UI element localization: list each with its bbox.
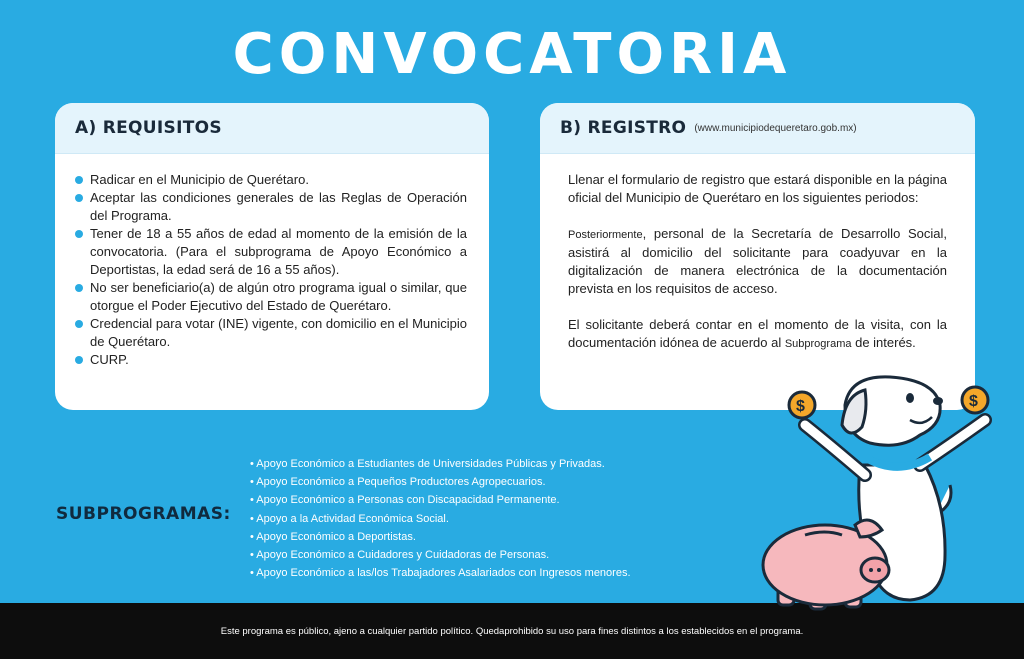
- subprograma-item: • Apoyo Económico a Estudiantes de Universidades Públicas y Privadas.: [250, 458, 605, 470]
- registro-paragraph-3-text-a: El solicitante deberá contar en el momento de la visita, con la documentación idónea de acuerdo al: [568, 317, 947, 350]
- requisito-item: No ser beneficiario(a) de algún otro programa igual o similar, que otorgue el Poder Ejecutivo del Estado de Querétaro.: [75, 279, 467, 315]
- registro-paragraph-3-subprograma: Subprograma: [784, 338, 852, 350]
- requisitos-heading: A) REQUISITOS: [75, 118, 222, 138]
- registro-url-link[interactable]: (www.municipiodequeretaro.gob.mx): [694, 122, 857, 134]
- registro-paragraph-1: Llenar el formulario de registro que estará disponible en la página oficial del Municipio de Querétaro en los siguientes periodos:: [568, 172, 947, 205]
- page-title: CONVOCATORIA: [232, 22, 792, 87]
- registro-lead-word: Posteriormente: [568, 229, 643, 241]
- registro-heading: B) REGISTRO: [560, 118, 687, 138]
- requisitos-card: [55, 103, 489, 410]
- registro-header: [540, 103, 975, 154]
- requisito-item: Aceptar las condiciones generales de las Reglas de Operación del Programa.: [75, 189, 467, 225]
- requisitos-list: [55, 154, 489, 369]
- registro-paragraph-3: [568, 316, 947, 353]
- subprograma-item: • Apoyo Económico a las/los Trabajadores Asalariados con Ingresos menores.: [250, 567, 631, 580]
- subprograma-item: • Apoyo Económico a Personas con Discapacidad Permanente.: [250, 494, 560, 507]
- registro-paragraph-3-text-c: de interés.: [851, 335, 916, 350]
- coin-icon: [962, 387, 988, 413]
- registro-paragraph-2: [568, 225, 947, 298]
- svg-text:$: $: [796, 398, 805, 415]
- requisito-item: CURP.: [75, 351, 467, 369]
- subprograma-item: • Apoyo Económico a Pequeños Productores Agropecuarios.: [250, 476, 546, 489]
- registro-card: [540, 103, 975, 410]
- requisito-item: Radicar en el Municipio de Querétaro.: [75, 171, 467, 189]
- subprogramas-heading: SUBPROGRAMAS:: [56, 504, 231, 524]
- requisito-item: Credencial para votar (INE) vigente, con domicilio en el Municipio de Querétaro.: [75, 315, 467, 351]
- registro-paragraph-2-text: , personal de la Secretaría de Desarrollo Social, asistirá al domicilio del solicitante para coadyuvar en la digitalización de manera electrónica de la documentación prevista en los requisitos de acceso.: [568, 226, 947, 296]
- requisitos-header: [55, 103, 489, 154]
- svg-text:$: $: [969, 393, 978, 410]
- footer-disclaimer: Este programa es público, ajeno a cualquier partido político. Quedaprohibido su uso para fines distintos a los establecidos en el programa.: [220, 626, 804, 637]
- subprogramas-list: [250, 455, 631, 582]
- mascot-illustration: [750, 365, 1024, 625]
- registro-body: [540, 154, 975, 353]
- coin-icon: [789, 392, 815, 418]
- subprograma-item: • Apoyo a la Actividad Económica Social.: [250, 512, 449, 525]
- piggy-bank-icon: [763, 520, 889, 609]
- subprograma-item: • Apoyo Económico a Deportistas.: [250, 530, 416, 543]
- requisito-item: Tener de 18 a 55 años de edad al momento de la emisión de la convocatoria. (Para el subprograma de Apoyo Económico a Deportistas, la edad será de 16 a 55 años).: [75, 225, 467, 279]
- subprograma-item: • Apoyo Económico a Cuidadores y Cuidadoras de Personas.: [250, 549, 550, 562]
